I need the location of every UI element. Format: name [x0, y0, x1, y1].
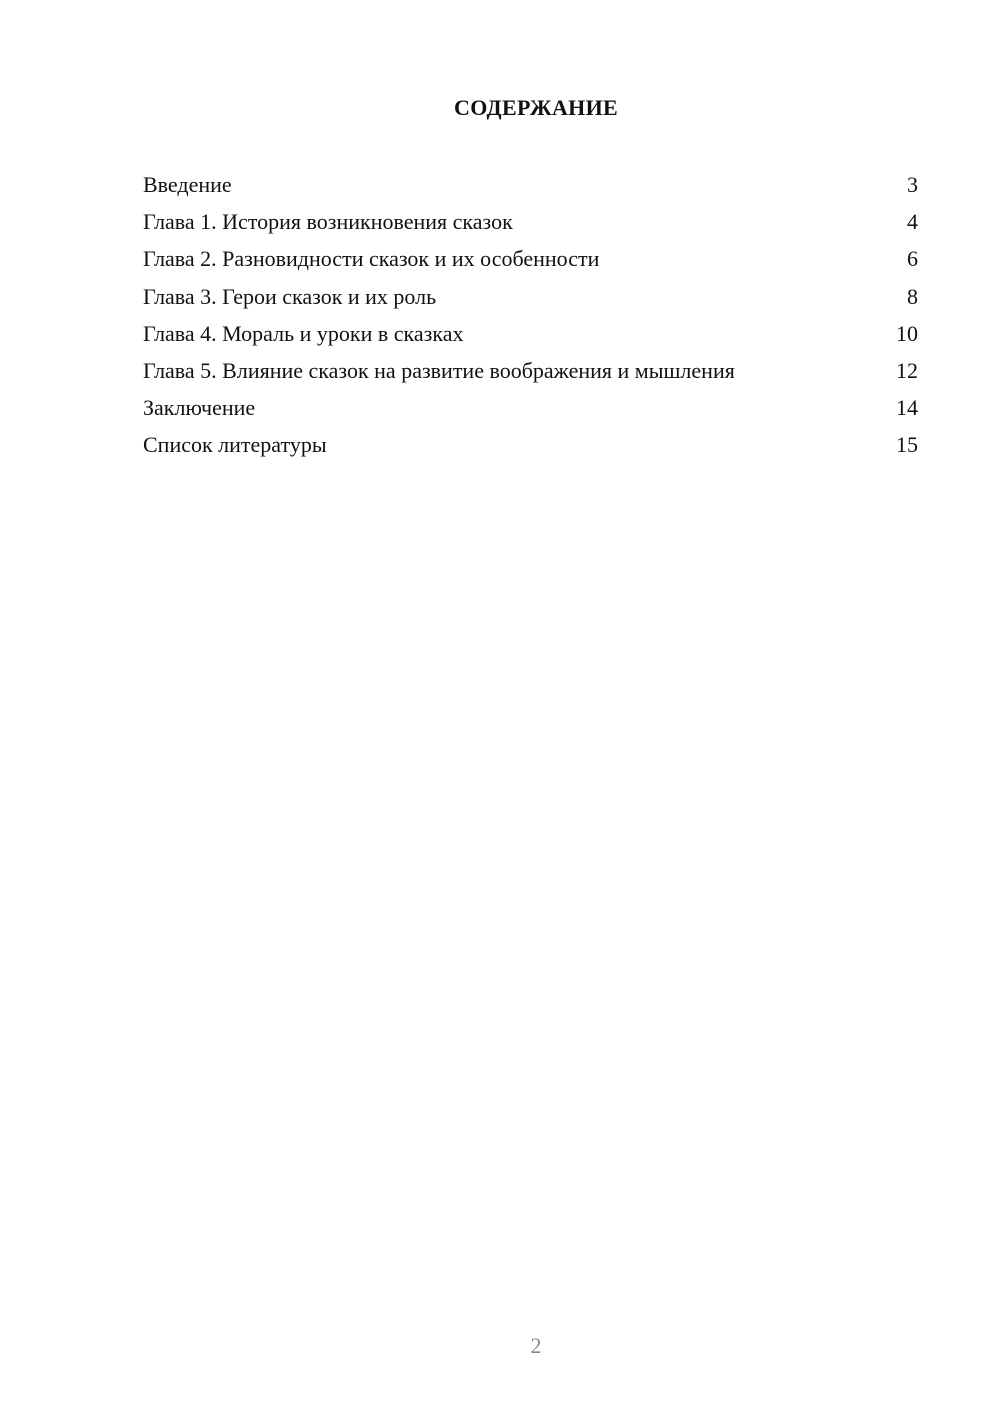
table-of-contents [143, 166, 918, 464]
toc-entry-page: 3 [907, 172, 918, 197]
toc-entry-label: Глава 2. Разновидности сказок и их особенности [143, 246, 600, 272]
toc-entry-chapter-3 [143, 278, 918, 315]
toc-entry-page: 6 [907, 246, 918, 272]
toc-entry-introduction [143, 166, 918, 203]
toc-title: СОДЕРЖАНИЕ [454, 95, 618, 120]
toc-entry-label: Список литературы [143, 432, 327, 458]
toc-entry-label: Глава 5. Влияние сказок на развитие воображения и мышления [143, 357, 735, 383]
toc-entry-page: 4 [907, 209, 918, 235]
page-number: 2 [530, 1333, 542, 1358]
toc-entry-page: 14 [896, 395, 918, 421]
toc-entry-chapter-5 [143, 352, 918, 389]
toc-entry-page: 8 [907, 283, 918, 309]
toc-entry-label: Заключение [143, 395, 256, 421]
toc-entry-references [143, 426, 918, 463]
toc-entry-label: Глава 3. Герои сказок и их роль [143, 283, 437, 309]
toc-entry-label: Введение [143, 172, 232, 197]
toc-entry-chapter-4 [143, 315, 918, 352]
toc-entry-page: 12 [896, 357, 918, 383]
toc-entry-conclusion [143, 389, 918, 426]
toc-entry-chapter-1 [143, 203, 918, 240]
toc-entry-label: Глава 1. История возникновения сказок [143, 209, 513, 235]
toc-entry-label: Глава 4. Мораль и уроки в сказках [143, 320, 464, 346]
toc-entry-chapter-2 [143, 240, 918, 277]
toc-entry-page: 15 [896, 432, 918, 458]
toc-entry-page: 10 [896, 320, 918, 346]
